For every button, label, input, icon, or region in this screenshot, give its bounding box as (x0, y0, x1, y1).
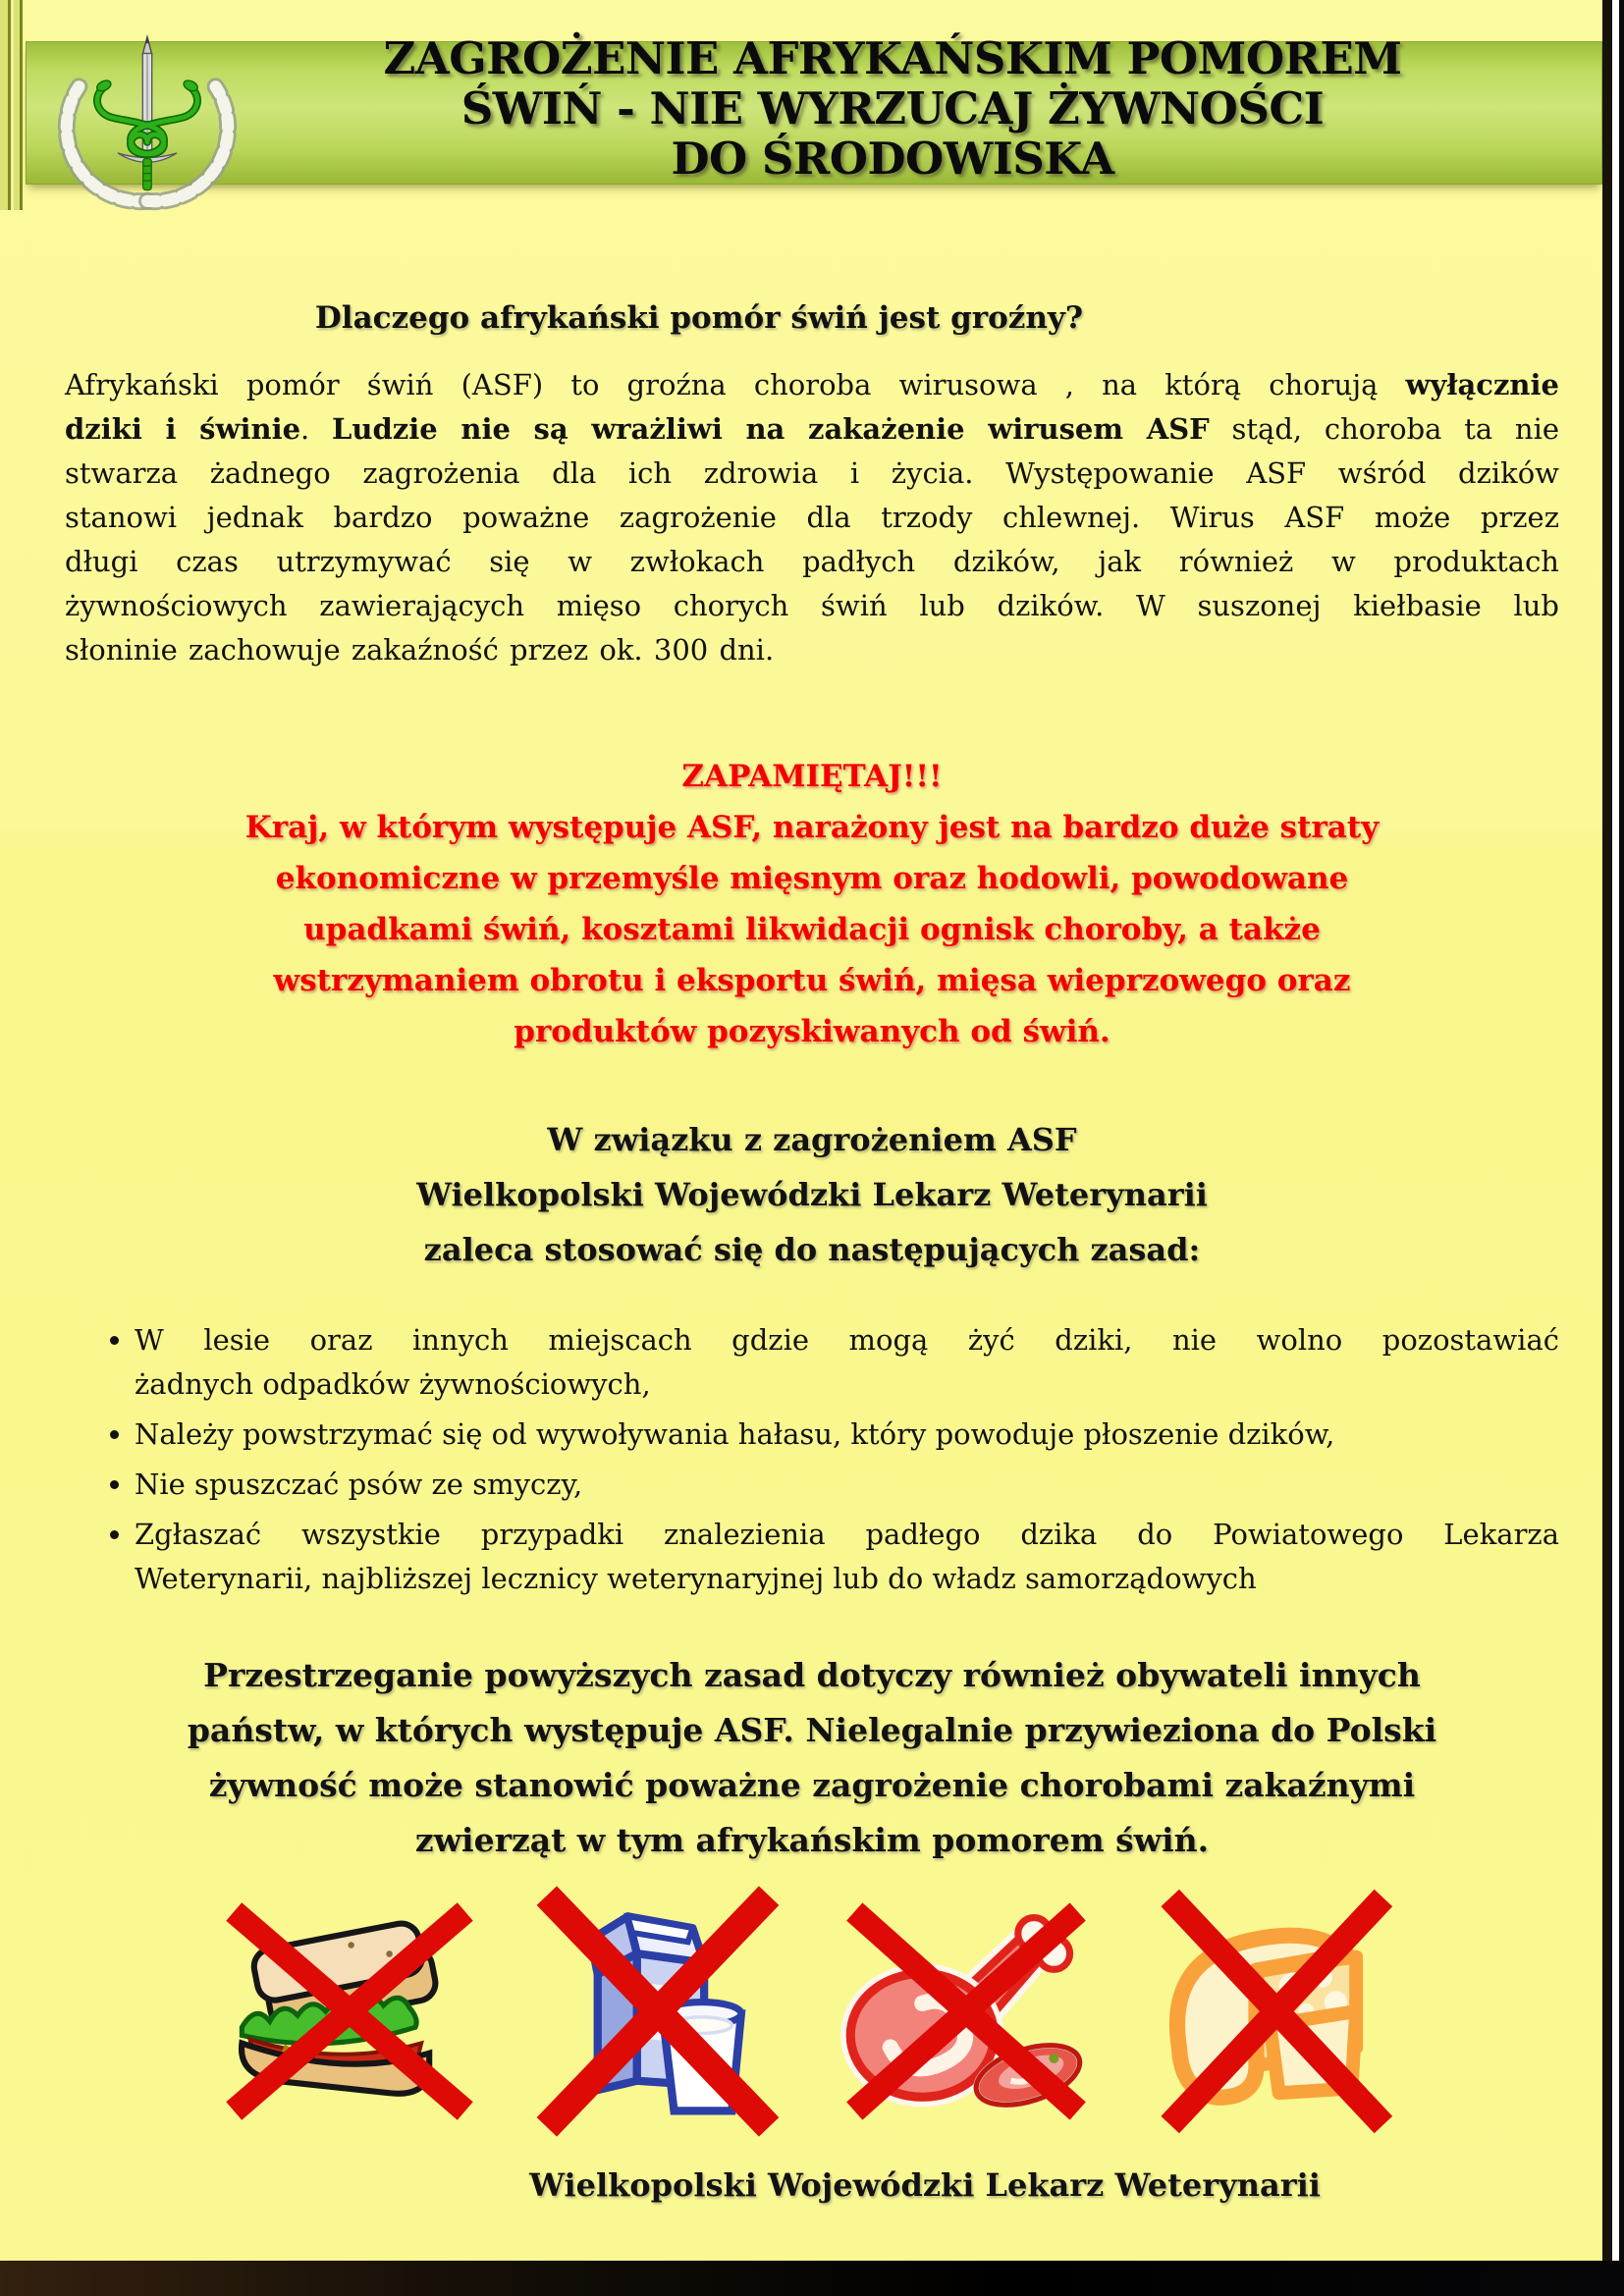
intro-line (65, 363, 1559, 407)
remember-line: upadkami świń, kosztami likwidacji ognisk choroby, a także (303, 912, 1321, 947)
poster-title-line: ŚWIŃ - NIE WYRZUCAJ ŻYWNOŚCI (460, 82, 1325, 134)
no-ham-figure (835, 1882, 1098, 2141)
intro-line (65, 407, 1559, 452)
right-edge-decoration (1602, 0, 1624, 2261)
remember-line: wstrzymaniem obrotu i eksportu świń, mięsa wieprzowego oraz (273, 963, 1351, 998)
intro-text: stąd, choroba ta nie (1209, 412, 1560, 446)
section-heading: Dlaczego afrykański pomór świń jest groźny? (314, 300, 1084, 336)
intro-line: długi czas utrzymywać się w zwłokach padłych dzików, jak również w produktach (65, 545, 1559, 578)
list-item (135, 1413, 1559, 1457)
warning-line: Przestrzeganie powyższych zasad dotyczy również obywateli innych (203, 1656, 1421, 1694)
warning-line: zwierząt w tym afrykańskim pomorem świń. (414, 1821, 1210, 1859)
remember-line: ekonomiczne w przemyśle mięsnym oraz hodowli, powodowane (275, 861, 1349, 896)
remember-line: Kraj, w którym występuje ASF, narażony jest na bardzo duże straty (244, 810, 1380, 845)
poster-title (300, 33, 1485, 184)
list-item (135, 1513, 1559, 1601)
rule-line: żadnych odpadków żywnościowych, (135, 1367, 651, 1401)
header-band (26, 32, 1602, 185)
milk-carton-icon (526, 1882, 789, 2141)
poster-title-line: ZAGROŻENIE AFRYKAŃSKIM POMOREM (383, 32, 1402, 84)
intro-text: . (300, 412, 333, 446)
rule-line: • Zgłaszać wszystkie przypadki znalezienia padłego dzika do Powiatowego Lekarza (135, 1518, 1559, 1551)
advice-line: Wielkopolski Wojewódzki Lekarz Weterynarii (416, 1176, 1208, 1213)
sandwich-icon (218, 1882, 481, 2141)
remember-line: produktów pozyskiwanych od świń. (514, 1014, 1110, 1049)
warning-line: żywność może stanowić poważne zagrożenie chorobami zakaźnymi (208, 1766, 1416, 1804)
foreign-food-warning-block (65, 1648, 1559, 1868)
poster-title-line: DO ŚRODOWISKA (671, 133, 1114, 185)
intro-paragraph (65, 363, 1559, 672)
remember-heading: ZAPAMIĘTAJ!!! (681, 759, 943, 794)
no-milk-figure (526, 1882, 789, 2141)
no-cheese-figure (1143, 1882, 1406, 2141)
intro-text: Afrykański pomór świń (ASF) to groźna choroba wirusowa , na którą chorują (65, 368, 1406, 401)
advice-line: W związku z zagrożeniem ASF (547, 1121, 1077, 1158)
list-item (135, 1318, 1559, 1407)
advice-line: zaleca stosować się do następujących zasad: (423, 1231, 1201, 1268)
intro-line: słoninie zachowuje zakaźność przez ok. 300 dni. (65, 633, 775, 667)
no-sandwich-figure (218, 1882, 481, 2141)
intro-bold-text: Ludzie nie są wrażliwi na zakażenie wirusem ASF (332, 412, 1210, 446)
intro-line: żywnościowych zawierających mięso chorych świń lub dzików. W suszonej kiełbasie lub (65, 589, 1559, 622)
veterinary-inspection-logo (55, 26, 240, 218)
rule-line: • W lesie oraz innych miejscach gdzie mogą żyć dziki, nie wolno pozostawiać (135, 1323, 1559, 1357)
intro-bold-text: dziki i świnie (65, 412, 301, 446)
intro-bold-text: wyłącznie (1405, 368, 1559, 401)
intro-line: stanowi jednak bardzo poważne zagrożenie dla trzody chlewnej. Wirus ASF może przez (65, 501, 1559, 534)
signature: Wielkopolski Wojewódzki Lekarz Weterynarii (529, 2166, 1321, 2204)
cheese-icon (1143, 1882, 1406, 2141)
prohibited-foods-row (65, 1882, 1559, 2141)
intro-line: stwarza żadnego zagrożenia dla ich zdrowia i życia. Występowanie ASF wśród dzików (65, 456, 1559, 490)
list-item (135, 1463, 1559, 1507)
rule-line: • Nie spuszczać psów ze smyczy, (135, 1468, 583, 1501)
remember-block (65, 751, 1559, 1057)
ham-icon (835, 1882, 1098, 2141)
advice-heading-block (65, 1112, 1559, 1277)
left-edge-decoration (0, 0, 26, 210)
bottom-edge-decoration (0, 2261, 1624, 2296)
poster-body (65, 185, 1559, 2204)
caduceus-sword-icon (55, 26, 240, 218)
rule-line: • Należy powstrzymać się od wywoływania hałasu, który powoduje płoszenie dzików, (135, 1417, 1335, 1451)
rule-line: Weterynarii, najbliższej lecznicy weterynaryjnej lub do władz samorządowych (135, 1562, 1257, 1595)
warning-line: państw, w których występuje ASF. Nielegalnie przywieziona do Polski (187, 1711, 1437, 1749)
rules-list (65, 1318, 1559, 1601)
